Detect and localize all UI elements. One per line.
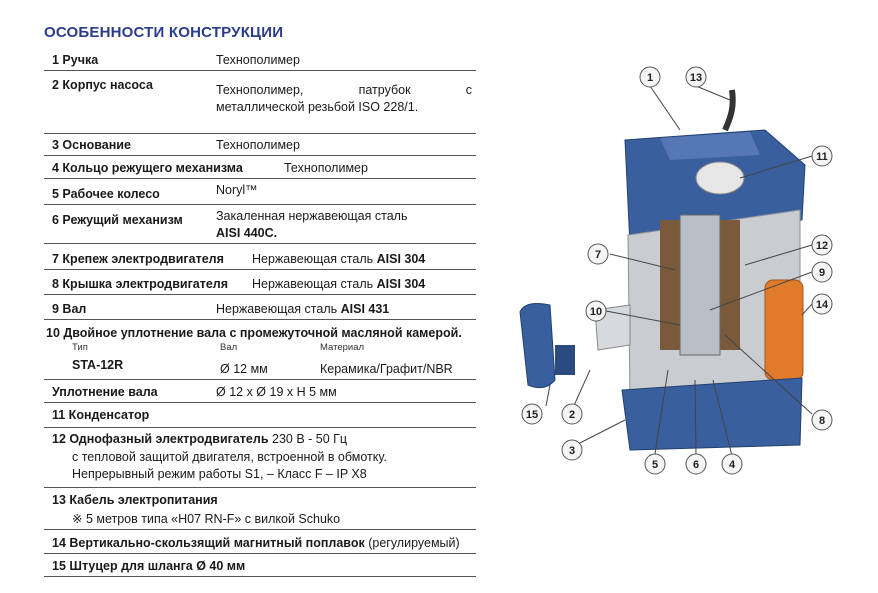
callout-7: 7 <box>594 249 602 261</box>
spec-row-4 <box>44 161 476 179</box>
spec-value-part: с <box>465 83 472 97</box>
spec-value: Закаленная нержавеющая сталь <box>216 209 408 223</box>
spec-label-text: 12 Однофазный электродвигатель <box>52 432 269 446</box>
callout-5: 5 <box>651 459 659 471</box>
spec-label: 8 Крышка электродвигателя <box>52 277 229 291</box>
float-shape <box>765 280 803 380</box>
spec-label: 2 Корпус насоса <box>52 78 153 92</box>
seal-material: Керамика/Графит/NBR <box>320 362 453 376</box>
col-shaft-header: Вал <box>220 342 238 353</box>
spec-label <box>52 432 347 446</box>
spec-label <box>52 536 460 550</box>
callout-13: 13 <box>689 72 703 84</box>
callout-6: 6 <box>692 459 700 471</box>
callout-12: 12 <box>815 240 829 252</box>
spec-value-line2: ※ 5 метров типа «H07 RN-F» с вилкой Schuko <box>72 512 341 526</box>
spec-value-text: Нержавеющая сталь <box>216 302 341 316</box>
spec-row-2 <box>44 78 476 134</box>
capacitor-shape <box>696 162 744 194</box>
spec-value-part: Технополимер, <box>216 83 304 97</box>
spec-row-7 <box>44 252 476 270</box>
spec-value-line3: Непрерывный режим работы S1, – Класс F – IP X8 <box>72 467 367 481</box>
spec-row-3 <box>44 138 476 156</box>
spec-row-11 <box>44 408 476 428</box>
callout-15: 15 <box>525 409 539 421</box>
spec-value-line2: AISI 440C. <box>216 226 278 240</box>
callout-1: 1 <box>646 72 654 84</box>
spec-value <box>252 277 425 291</box>
spec-value-grade: AISI 304 <box>376 277 426 291</box>
spec-label: 15 Штуцер для шланга Ø 40 мм <box>52 559 246 573</box>
spec-value: Ø 12 x Ø 19 x H 5 мм <box>216 385 337 399</box>
callout-11: 11 <box>816 151 828 163</box>
spec-label: 1 Ручка <box>52 53 99 67</box>
callout-3: 3 <box>568 445 576 457</box>
spec-value-part: патрубок <box>358 83 411 97</box>
callout-8: 8 <box>818 415 826 427</box>
spec-value: (регулируемый) <box>364 536 460 550</box>
base-shape <box>622 378 802 450</box>
pump-cutaway-diagram <box>510 60 870 480</box>
col-type-header: Тип <box>72 342 88 353</box>
callout-9: 9 <box>818 267 826 279</box>
spec-value <box>216 302 389 316</box>
col-material-header: Материал <box>320 342 365 353</box>
spec-label-text: 14 Вертикально-скользящий магнитный поплавок <box>52 536 365 550</box>
spec-value: Технополимер <box>216 53 300 67</box>
spec-value-line2: металлической резьбой ISO 228/1. <box>216 100 419 114</box>
spec-value: Технополимер <box>216 138 300 152</box>
spec-row-1 <box>44 53 476 71</box>
spec-row-13 <box>44 493 476 530</box>
spec-row-14 <box>44 536 476 554</box>
spec-row-15 <box>44 559 476 577</box>
rotor-shape <box>680 215 720 355</box>
spec-value-grade: AISI 431 <box>340 302 390 316</box>
callout-4: 4 <box>728 459 736 471</box>
spec-value-text: Нержавеющая сталь <box>252 277 377 291</box>
spec-value <box>252 252 425 266</box>
hose-thread-shape <box>555 345 575 375</box>
spec-label: 9 Вал <box>52 302 87 316</box>
spec-row-9 <box>44 302 476 320</box>
spec-label: 13 Кабель электропитания <box>52 493 218 507</box>
seal-type: STA-12R <box>72 358 124 372</box>
spec-value-grade: AISI 304 <box>376 252 426 266</box>
page-title: ОСОБЕННОСТИ КОНСТРУКЦИИ <box>44 24 284 41</box>
spec-value <box>216 83 472 97</box>
spec-row-12 <box>44 432 476 488</box>
spec-label: 6 Режущий механизм <box>52 213 183 227</box>
hose-connector-shape <box>520 304 555 388</box>
spec-row-8 <box>44 277 476 295</box>
spec-label: Уплотнение вала <box>52 385 158 399</box>
spec-value: Noryl™ <box>216 183 258 197</box>
spec-value-line2: с тепловой защитой двигателя, встроенной в обмотку. <box>72 450 387 464</box>
spec-label: 11 Конденсатор <box>52 408 150 422</box>
spec-value-text: Нержавеющая сталь <box>252 252 377 266</box>
spec-value: Технополимер <box>284 161 368 175</box>
spec-row-seal <box>44 385 476 403</box>
seal-shaft: Ø 12 мм <box>220 362 268 376</box>
spec-label: 3 Основание <box>52 138 131 152</box>
spec-row-6 <box>44 209 476 244</box>
callout-14: 14 <box>815 299 829 311</box>
spec-row-10 <box>44 326 476 380</box>
spec-label: 5 Рабочее колесо <box>52 187 160 201</box>
spec-label: 4 Кольцо режущего механизма <box>52 161 243 175</box>
callout-10: 10 <box>589 306 603 318</box>
spec-row-5 <box>44 183 476 205</box>
callout-2: 2 <box>568 409 576 421</box>
spec-label: 10 Двойное уплотнение вала с промежуточной масляной камерой. <box>46 326 462 340</box>
spec-label: 7 Крепеж электродвигателя <box>52 252 224 266</box>
spec-value: 230 В - 50 Гц <box>268 432 348 446</box>
cable-shape <box>725 90 733 130</box>
